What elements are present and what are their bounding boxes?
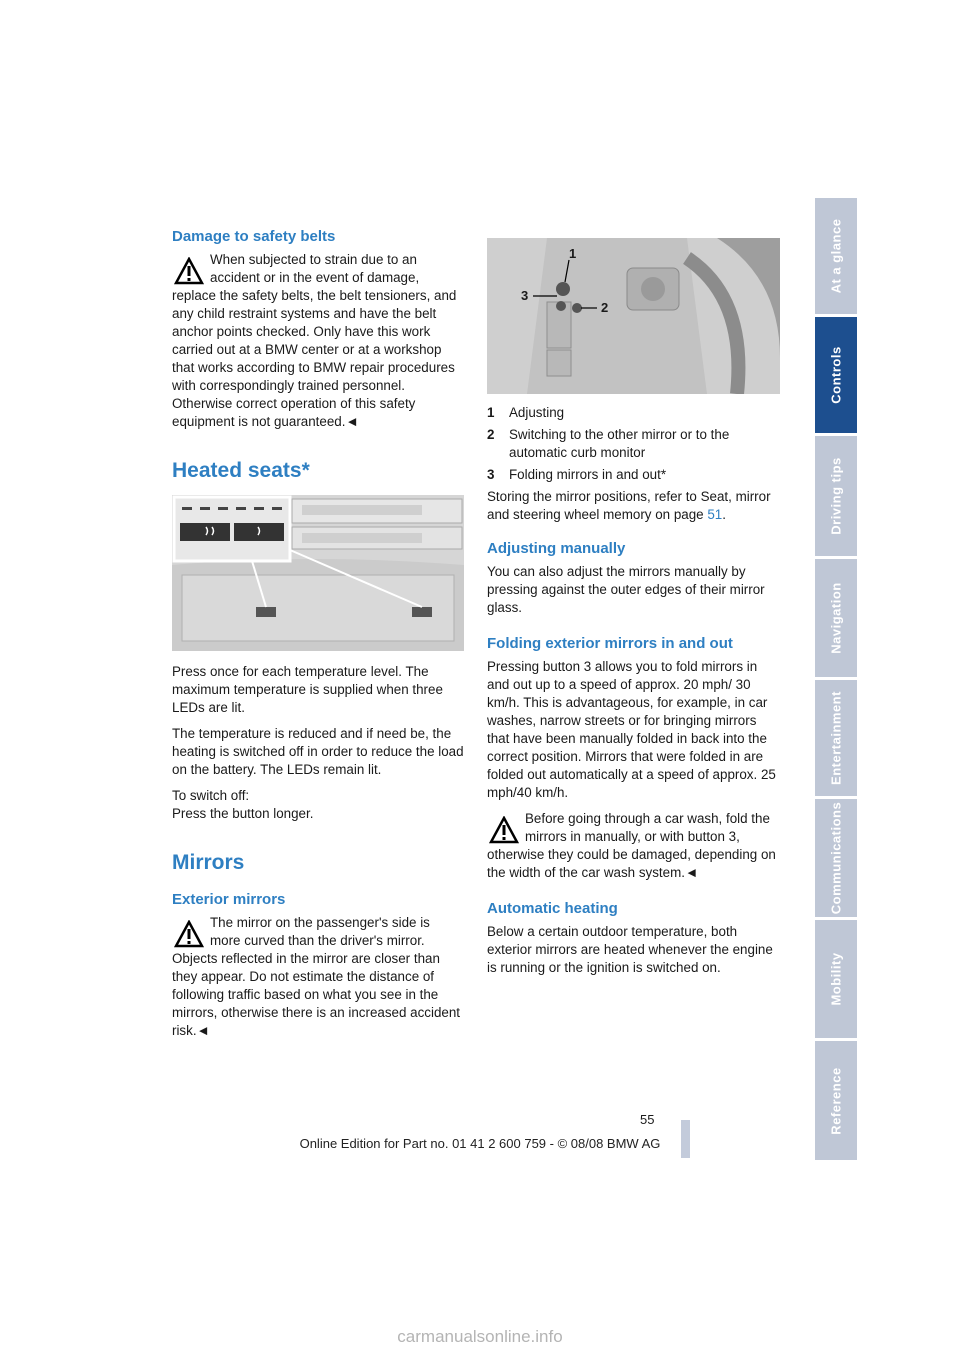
page-link[interactable]: 51: [707, 507, 723, 522]
left-column: [172, 228, 464, 1048]
console-illustration: [172, 495, 464, 651]
figure-label-1: 1: [569, 246, 577, 261]
exterior-mirrors-heading: Exterior mirrors: [172, 891, 286, 908]
footer-text: Online Edition for Part no. 01 41 2 600 759 - © 08/08 BMW AG: [299, 1136, 661, 1151]
tab-driving-tips[interactable]: Driving tips: [815, 436, 857, 556]
figure-label-3: 3: [521, 288, 529, 303]
automatic-heating-text: Below a certain outdoor temperature, both exterior mirrors are heated whenever the engine is running or the ignition is switched on.: [487, 924, 773, 975]
tab-navigation[interactable]: Navigation: [815, 559, 857, 677]
tab-at-a-glance[interactable]: At a glance: [815, 198, 857, 314]
adjusting-manually-text: You can also adjust the mirrors manually by pressing against the outer edges of their mirror glass.: [487, 564, 765, 615]
car-wash-warning: Before going through a car wash, fold the mirrors in manually, or with button 3, otherwise they could be damaged, depending on the width of the car wash system.◄: [487, 811, 776, 880]
tab-communications[interactable]: Communications: [815, 799, 857, 917]
right-column: [487, 228, 780, 985]
heated-seats-figure: [172, 495, 464, 651]
automatic-heating-heading: Automatic heating: [487, 900, 618, 917]
legend-item: 1 Adjusting: [487, 405, 565, 420]
folding-mirrors-text: Pressing button 3 allows you to fold mirrors in and out up to a speed of approx. 20 mph/ 30 km/h. This is advantageous, for example, in car washes, narrow streets or for bringing mirrors that have been manually folded in back into the correct position. Mirrors that were folded in are folded out automatically at a speed of approx. 25 mph/40 km/h.: [487, 659, 776, 800]
exterior-mirrors-warning: The mirror on the passenger's side is more curved than the driver's mirror. Objects reflected in the mirror are closer than they appear. Do not estimate the distance of following traffic based on what you see in the mirrors, otherwise there is an increased accident risk.◄: [172, 915, 461, 1038]
folding-mirrors-heading: Folding exterior mirrors in and out: [487, 635, 733, 652]
heated-seats-text-1: Press once for each temperature level. The maximum temperature is supplied when three LEDs are lit.: [172, 664, 443, 715]
legend-item: 3 Folding mirrors in and out*: [487, 467, 667, 482]
heated-seats-text-3: To switch off: Press the button longer.: [172, 788, 314, 821]
warning-icon: [489, 816, 519, 844]
mirror-controls-figure: [487, 238, 780, 394]
page-number: 55: [640, 1112, 655, 1127]
storing-text: Storing the mirror positions, refer to Seat, mirror and steering wheel memory on page 51.: [487, 489, 771, 522]
safety-belts-heading: Damage to safety belts: [172, 228, 336, 245]
figure-label-2: 2: [601, 300, 609, 315]
tab-mobility[interactable]: Mobility: [815, 920, 857, 1038]
warning-icon: [174, 257, 204, 285]
adjusting-manually-heading: Adjusting manually: [487, 540, 626, 557]
door-panel-illustration: [487, 238, 780, 394]
tab-controls[interactable]: Controls: [815, 317, 857, 433]
legend-item: 2 Switching to the other mirror or to the automatic curb monitor: [487, 427, 730, 460]
watermark: carmanualsonline.info: [397, 1327, 563, 1346]
safety-belts-warning: When subjected to strain due to an accident or in the event of damage, replace the safety belts, the belt tensioners, and any child restraint systems and have the belt anchor points checked. Only have this work carried out at a BMW center or at a workshop that works according to BMW repair procedures with correspondingly trained personnel. Otherwise correct operation of this safety equipment is not guaranteed.◄: [172, 252, 457, 429]
mirrors-heading: Mirrors: [172, 851, 245, 874]
chapter-tabs: [815, 198, 857, 1160]
tab-reference[interactable]: Reference: [815, 1041, 857, 1160]
heated-seats-heading: Heated seats*: [172, 459, 310, 482]
tab-entertainment[interactable]: Entertainment: [815, 680, 857, 796]
warning-icon: [174, 920, 204, 948]
heated-seats-text-2: The temperature is reduced and if need be, the heating is switched off in order to reduce the load on the battery. The LEDs remain lit.: [172, 726, 464, 777]
